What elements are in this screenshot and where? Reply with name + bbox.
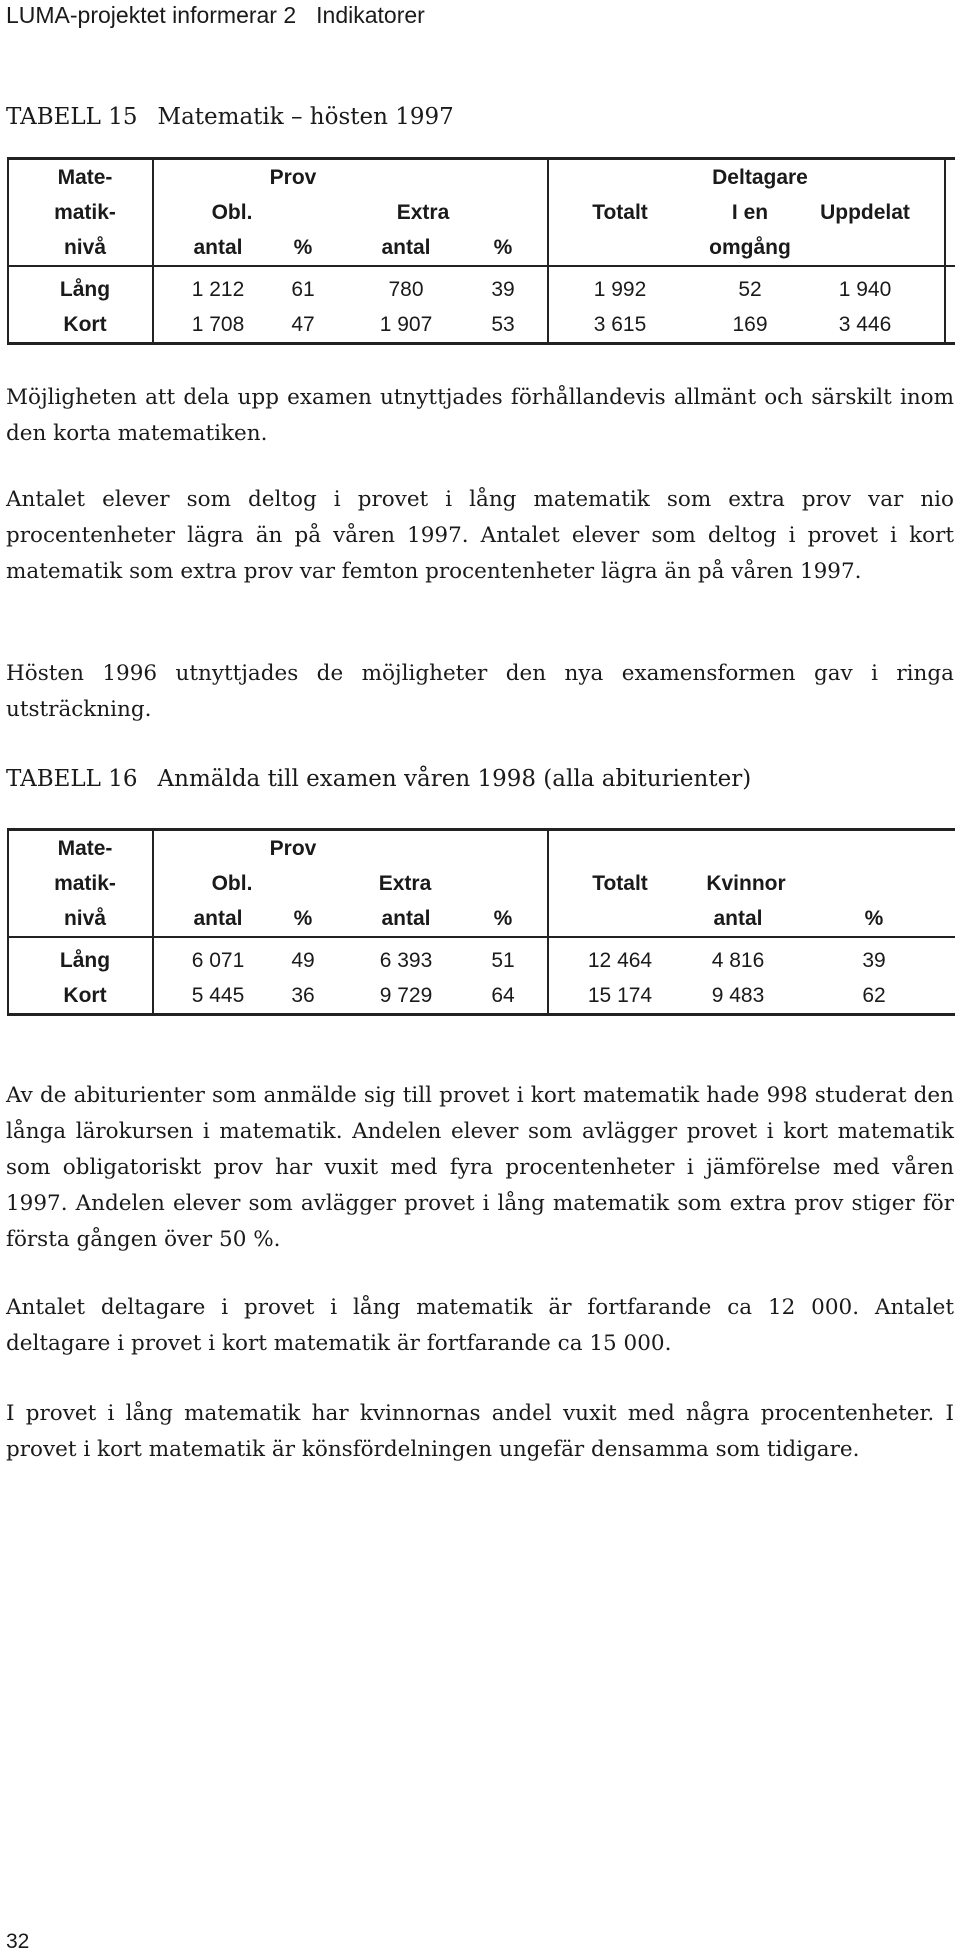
header-project: LUMA-projektet informerar 2 <box>6 2 297 28</box>
table-cell: 15 174 <box>587 984 653 1007</box>
table-cell: 64 <box>491 984 515 1007</box>
table-row <box>9 978 955 1013</box>
paragraph-text: I provet i lång matematik har kvinnornas andel vuxit med några procentenheter. I provet i kort matematik är könsfördelningen ungefär densamma som tidigare. <box>6 1401 954 1462</box>
header-cell: % <box>293 236 313 259</box>
paragraph-text: Antalet elever som deltog i provet i lång matematik som extra prov var nio procentenheter lägra än på våren 1997. Antalet elever som deltog i provet i kort matematik som extra prov var femton procentenheter lägra än på våren 1997. <box>6 487 954 584</box>
table15-header-row <box>9 230 955 265</box>
table15-title: Matematik – hösten 1997 <box>157 104 454 130</box>
table16 <box>7 828 955 1016</box>
table-cell: 1 940 <box>838 278 892 301</box>
header-cell: Mate- <box>57 837 113 860</box>
header-cell: antal <box>381 907 431 930</box>
table-row <box>9 307 955 342</box>
table-row <box>9 943 955 978</box>
table-cell: 6 071 <box>191 949 245 972</box>
header-cell: Mate- <box>57 166 113 189</box>
paragraph <box>6 380 954 452</box>
header-cell: Obl. <box>211 872 253 895</box>
table-cell: 62 <box>862 984 886 1007</box>
table-cell: 51 <box>491 949 515 972</box>
header-cell: Kvinnor <box>706 872 786 895</box>
header-cell: % <box>864 907 884 930</box>
header-cell: % <box>293 907 313 930</box>
table16-header-row <box>9 831 955 866</box>
table15-label: TABELL 15 <box>6 104 138 130</box>
header-cell: Totalt <box>592 872 648 895</box>
header-cell: antal <box>713 907 763 930</box>
page-number: 32 <box>6 1930 30 1953</box>
paragraph <box>6 1290 954 1362</box>
table16-label: TABELL 16 <box>6 766 138 792</box>
header-section: Indikatorer <box>316 2 425 28</box>
header-cell: matik- <box>54 201 116 224</box>
header-cell: % <box>493 236 513 259</box>
table15 <box>7 157 955 345</box>
table15-header-row <box>9 195 955 230</box>
table15-header-row <box>9 160 955 195</box>
table-cell: 39 <box>491 278 515 301</box>
paragraph-text: Antalet deltagare i provet i lång matematik är fortfarande ca 12 000. Antalet deltagare i provet i kort matematik är fortfarande ca 15 000. <box>6 1295 954 1356</box>
table-cell: 3 446 <box>838 313 892 336</box>
table-cell: 6 393 <box>379 949 433 972</box>
paragraph <box>6 1078 954 1258</box>
header-cell: matik- <box>54 872 116 895</box>
table-cell: 12 464 <box>587 949 653 972</box>
table16-caption <box>6 766 751 792</box>
paragraph <box>6 482 954 590</box>
table-cell: 49 <box>291 949 315 972</box>
table-cell: 39 <box>862 949 886 972</box>
header-cell: nivå <box>63 907 107 930</box>
header-cell: omgång <box>709 236 791 259</box>
header-cell: Totalt <box>592 201 648 224</box>
table-cell: 52 <box>738 278 762 301</box>
header-cell: antal <box>193 236 243 259</box>
table-cell: 1 907 <box>379 313 433 336</box>
header-cell: Obl. <box>211 201 253 224</box>
table-cell: 1 212 <box>191 278 245 301</box>
paragraph-text: Möjligheten att dela upp examen utnyttjades förhållandevis allmänt och särskilt inom den korta matematiken. <box>6 385 954 446</box>
row-label: Lång <box>59 278 111 301</box>
table-cell: 4 816 <box>711 949 765 972</box>
table-cell: 61 <box>291 278 315 301</box>
row-label: Kort <box>63 313 107 336</box>
table-cell: 9 483 <box>711 984 765 1007</box>
header-cell: Deltagare <box>712 166 808 189</box>
table-cell: 780 <box>388 278 424 301</box>
header-cell: Uppdelat <box>820 201 910 224</box>
paragraph <box>6 1396 954 1468</box>
header-cell: antal <box>381 236 431 259</box>
row-label: Lång <box>59 949 111 972</box>
table-cell: 36 <box>291 984 315 1007</box>
header-cell: Prov <box>269 837 317 860</box>
paragraph-text: Hösten 1996 utnyttjades de möjligheter den nya examensformen gav i ringa utsträckning. <box>6 661 954 722</box>
table-cell: 47 <box>291 313 315 336</box>
row-label: Kort <box>63 984 107 1007</box>
table-cell: 9 729 <box>379 984 433 1007</box>
table-row <box>9 272 955 307</box>
table-cell: 1 992 <box>593 278 647 301</box>
table-cell: 3 615 <box>593 313 647 336</box>
header-cell: I en <box>731 201 769 224</box>
table16-title: Anmälda till examen våren 1998 (alla abiturienter) <box>157 766 752 792</box>
header-cell: antal <box>193 907 243 930</box>
table16-header-row <box>9 866 955 901</box>
header-cell: Extra <box>378 872 432 895</box>
paragraph <box>6 656 954 728</box>
table-cell: 1 708 <box>191 313 245 336</box>
table15-caption <box>6 104 454 130</box>
table-cell: 53 <box>491 313 515 336</box>
header-cell: Prov <box>269 166 317 189</box>
paragraph-text: Av de abiturienter som anmälde sig till provet i kort matematik hade 998 studerat den långa lärokursen i matematik. Andelen elever som avlägger provet i kort matematik som obligatoriskt prov har vuxit med fyra procentenheter i jämförelse med våren 1997. Andelen elever som avlägger provet i lång matematik som extra prov stiger för första gången över 50 %. <box>6 1083 954 1252</box>
header-cell: % <box>493 907 513 930</box>
table-cell: 5 445 <box>191 984 245 1007</box>
header-cell: Extra <box>396 201 450 224</box>
table-cell: 169 <box>732 313 768 336</box>
header-cell: nivå <box>63 236 107 259</box>
running-header <box>6 2 425 29</box>
table16-header-row <box>9 901 955 936</box>
